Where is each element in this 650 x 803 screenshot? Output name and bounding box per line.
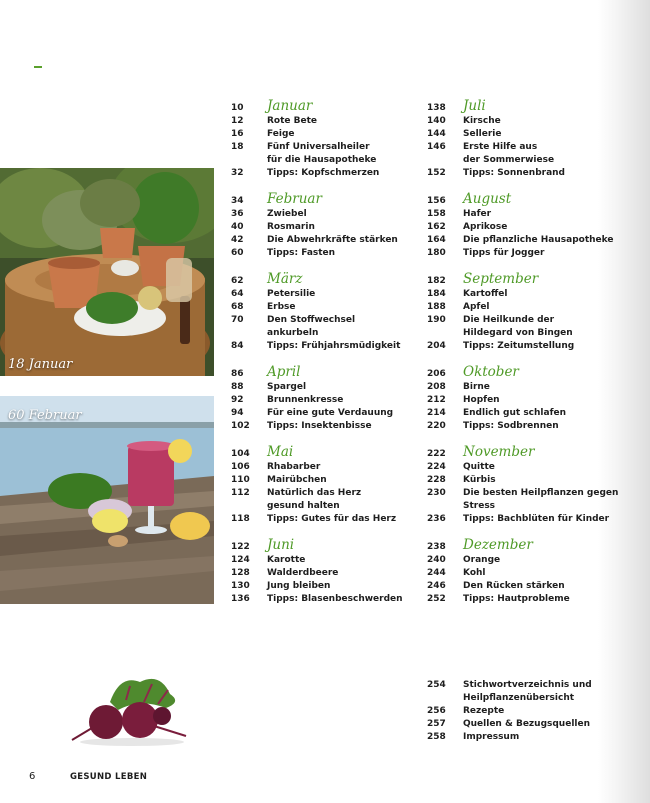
- toc-entry: [427, 221, 627, 234]
- toc-right-column: [427, 98, 627, 617]
- entry-page: 136: [231, 594, 250, 604]
- month-heading: November: [463, 444, 535, 460]
- herbs-photo: [0, 168, 214, 376]
- entry-title: Kartoffel: [463, 289, 508, 299]
- entry-page: 224: [427, 462, 446, 472]
- entry-title: Petersilie: [267, 289, 316, 299]
- toc-appendix: [427, 679, 627, 744]
- entry-page: 60: [231, 248, 244, 258]
- entry-page: 212: [427, 395, 446, 405]
- toc-entry: [427, 115, 627, 128]
- entry-title: Rezepte: [463, 706, 505, 716]
- entry-page: 128: [231, 568, 250, 578]
- entry-title: Tipps: Kopfschmerzen: [267, 168, 380, 178]
- entry-title: Tipps: Gutes für das Herz: [267, 514, 397, 524]
- month-heading: Dezember: [463, 537, 533, 553]
- entry-page: 158: [427, 209, 446, 219]
- toc-entry: [231, 167, 431, 180]
- entry-title: Rhabarber: [267, 462, 321, 472]
- entry-title: Die besten Heilpflanzen gegen Stress: [463, 488, 619, 511]
- toc-month: [231, 271, 431, 353]
- month-page: 122: [231, 542, 250, 552]
- toc-entry: [427, 731, 627, 744]
- entry-page: 130: [231, 581, 250, 591]
- entry-title: Tipps: Blasenbeschwerden: [267, 594, 403, 604]
- entry-title: Kürbis: [463, 475, 496, 485]
- month-page: 238: [427, 542, 446, 552]
- toc-month: [427, 98, 627, 180]
- entry-page: 240: [427, 555, 446, 565]
- month-heading: September: [463, 271, 539, 287]
- entry-page: 144: [427, 129, 446, 139]
- entry-title: Jung bleiben: [267, 581, 331, 591]
- toc-entry: [231, 567, 431, 580]
- month-heading: August: [463, 191, 512, 207]
- entry-page: 64: [231, 289, 244, 299]
- toc-entry: [231, 381, 431, 394]
- entry-title: Impressum: [463, 732, 520, 742]
- photo-caption-januar: 18 Januar: [8, 357, 73, 372]
- toc-entry: [231, 554, 431, 567]
- entry-page: 252: [427, 594, 446, 604]
- entry-page: 40: [231, 222, 244, 232]
- toc-month: [231, 364, 431, 433]
- entry-page: 190: [427, 315, 446, 325]
- entry-title: Aprikose: [463, 222, 508, 232]
- toc-month: [231, 191, 431, 260]
- entry-page: 16: [231, 129, 244, 139]
- entry-title: Zwiebel: [267, 209, 307, 219]
- entry-page: 102: [231, 421, 250, 431]
- entry-title: Den Stoffwechsel ankurbeln: [267, 315, 356, 338]
- toc-entry: [427, 394, 627, 407]
- entry-page: 42: [231, 235, 244, 245]
- page-number: 6: [29, 771, 36, 782]
- entry-page: 124: [231, 555, 250, 565]
- entry-title: Tipps für Jogger: [463, 248, 545, 258]
- entry-page: 162: [427, 222, 446, 232]
- month-page: 10: [231, 103, 244, 113]
- entry-page: 118: [231, 514, 250, 524]
- entry-page: 146: [427, 142, 446, 152]
- entry-title: Erbse: [267, 302, 296, 312]
- toc-entry: [427, 314, 627, 340]
- entry-title: Sellerie: [463, 129, 502, 139]
- entry-title: Tipps: Bachblüten für Kinder: [463, 514, 610, 524]
- month-page: 104: [231, 449, 250, 459]
- photo-caption-februar: 60 Februar: [8, 408, 82, 423]
- entry-title: Erste Hilfe aus der Sommerwiese: [463, 142, 555, 165]
- toc-entry: [231, 301, 431, 314]
- entry-page: 110: [231, 475, 250, 485]
- toc-entry: [427, 554, 627, 567]
- entry-page: 244: [427, 568, 446, 578]
- entry-page: 246: [427, 581, 446, 591]
- toc-entry: [231, 513, 431, 526]
- toc-entry: [231, 340, 431, 353]
- entry-title: Die pflanzliche Hausapotheke: [463, 235, 614, 245]
- toc-left-column: [231, 98, 431, 617]
- toc-month: [427, 537, 627, 606]
- entry-title: Tipps: Zeitumstellung: [463, 341, 575, 351]
- toc-entry: [231, 141, 431, 167]
- entry-page: 36: [231, 209, 244, 219]
- entry-title: Orange: [463, 555, 501, 565]
- entry-page: 94: [231, 408, 244, 418]
- entry-title: Stichwortverzeichnis und Heilpflanzenübersicht: [463, 680, 592, 703]
- entry-page: 84: [231, 341, 244, 351]
- month-heading: Juni: [267, 537, 295, 553]
- entry-page: 112: [231, 488, 250, 498]
- entry-page: 220: [427, 421, 446, 431]
- entry-page: 188: [427, 302, 446, 312]
- month-heading: Februar: [267, 191, 322, 207]
- entry-title: Tipps: Insektenbisse: [267, 421, 372, 431]
- entry-page: 12: [231, 116, 244, 126]
- toc-entry: [231, 474, 431, 487]
- toc-entry: [427, 705, 627, 718]
- toc-entry: [427, 141, 627, 167]
- toc-entry: [427, 513, 627, 526]
- beetroot-illustration: [70, 672, 192, 750]
- entry-page: 230: [427, 488, 446, 498]
- toc-entry: [427, 407, 627, 420]
- entry-title: Hopfen: [463, 395, 500, 405]
- entry-title: Tipps: Sonnenbrand: [463, 168, 565, 178]
- toc-entry: [231, 234, 431, 247]
- toc-entry: [427, 381, 627, 394]
- toc-entry: [231, 593, 431, 606]
- toc-entry: [231, 461, 431, 474]
- month-heading: Mai: [267, 444, 294, 460]
- toc-entry: [231, 208, 431, 221]
- entry-page: 68: [231, 302, 244, 312]
- running-title: GESUND LEBEN: [70, 772, 148, 782]
- month-heading: März: [267, 271, 303, 287]
- entry-page: 32: [231, 168, 244, 178]
- toc-entry: [427, 461, 627, 474]
- month-page: 62: [231, 276, 244, 286]
- month-page: 34: [231, 196, 244, 206]
- entry-page: 140: [427, 116, 446, 126]
- toc-entry: [231, 580, 431, 593]
- month-heading: Oktober: [463, 364, 519, 380]
- entry-page: 180: [427, 248, 446, 258]
- entry-page: 88: [231, 382, 244, 392]
- toc-entry: [231, 221, 431, 234]
- entry-page: 208: [427, 382, 446, 392]
- entry-title: Den Rücken stärken: [463, 581, 565, 591]
- entry-page: 152: [427, 168, 446, 178]
- entry-page: 70: [231, 315, 244, 325]
- toc-month: [427, 444, 627, 526]
- entry-title: Tipps: Hautprobleme: [463, 594, 570, 604]
- entry-title: Brunnenkresse: [267, 395, 344, 405]
- entry-title: Hafer: [463, 209, 492, 219]
- toc-entry: [231, 407, 431, 420]
- entry-title: Quellen & Bezugsquellen: [463, 719, 591, 729]
- toc-entry: [427, 487, 627, 513]
- toc-entry: [427, 234, 627, 247]
- entry-page: 204: [427, 341, 446, 351]
- toc-entry: [427, 420, 627, 433]
- month-page: 182: [427, 276, 446, 286]
- month-heading: Januar: [267, 98, 313, 114]
- toc-month: [231, 537, 431, 606]
- entry-title: Fünf Universalheiler für die Hausapotheke: [267, 142, 377, 165]
- toc-entry: [427, 567, 627, 580]
- entry-title: Walderdbeere: [267, 568, 339, 578]
- toc-entry: [231, 288, 431, 301]
- entry-title: Apfel: [463, 302, 490, 312]
- entry-title: Rosmarin: [267, 222, 315, 232]
- entry-title: Natürlich das Herz gesund halten: [267, 488, 362, 511]
- entry-title: Tipps: Frühjahrsmüdigkeit: [267, 341, 401, 351]
- toc-entry: [427, 208, 627, 221]
- entry-title: Kohl: [463, 568, 486, 578]
- toc-entry: [427, 128, 627, 141]
- entry-title: Feige: [267, 129, 295, 139]
- entry-title: Quitte: [463, 462, 495, 472]
- entry-title: Birne: [463, 382, 490, 392]
- toc-entry: [427, 474, 627, 487]
- entry-page: 184: [427, 289, 446, 299]
- toc-entry: [231, 394, 431, 407]
- toc-entry: [427, 679, 627, 705]
- entry-title: Endlich gut schlafen: [463, 408, 567, 418]
- entry-title: Kirsche: [463, 116, 501, 126]
- smoothie-photo: [0, 396, 214, 604]
- accent-dash: [34, 66, 42, 68]
- entry-title: Tipps: Sodbrennen: [463, 421, 559, 431]
- entry-page: 92: [231, 395, 244, 405]
- entry-title: Mairübchen: [267, 475, 327, 485]
- month-page: 156: [427, 196, 446, 206]
- entry-page: 257: [427, 719, 446, 729]
- entry-page: 254: [427, 680, 446, 690]
- entry-title: Für eine gute Verdauung: [267, 408, 394, 418]
- entry-title: Tipps: Fasten: [267, 248, 336, 258]
- entry-page: 106: [231, 462, 250, 472]
- month-page: 222: [427, 449, 446, 459]
- toc-entry: [427, 580, 627, 593]
- entry-page: 256: [427, 706, 446, 716]
- toc-entry: [427, 167, 627, 180]
- month-page: 138: [427, 103, 446, 113]
- toc-entry: [231, 314, 431, 340]
- toc-month: [427, 191, 627, 260]
- entry-title: Die Heilkunde der Hildegard von Bingen: [463, 315, 573, 338]
- entry-page: 214: [427, 408, 446, 418]
- entry-page: 258: [427, 732, 446, 742]
- toc-entry: [231, 115, 431, 128]
- month-heading: April: [267, 364, 301, 380]
- toc-entry: [427, 301, 627, 314]
- toc-entry: [231, 247, 431, 260]
- entry-title: Spargel: [267, 382, 307, 392]
- entry-page: 236: [427, 514, 446, 524]
- entry-title: Rote Bete: [267, 116, 318, 126]
- entry-page: 164: [427, 235, 446, 245]
- toc-entry: [427, 288, 627, 301]
- toc-entry: [427, 718, 627, 731]
- toc-entry: [427, 247, 627, 260]
- toc-entry: [231, 128, 431, 141]
- toc-entry: [231, 487, 431, 513]
- entry-page: 18: [231, 142, 244, 152]
- toc-month: [427, 271, 627, 353]
- toc-month: [231, 98, 431, 180]
- entry-title: Karotte: [267, 555, 306, 565]
- entry-title: Die Abwehrkräfte stärken: [267, 235, 398, 245]
- toc-entry: [427, 593, 627, 606]
- toc-month: [231, 444, 431, 526]
- month-page: 86: [231, 369, 244, 379]
- toc-entry: [427, 340, 627, 353]
- toc-entry: [231, 420, 431, 433]
- month-page: 206: [427, 369, 446, 379]
- month-heading: Juli: [463, 98, 486, 114]
- entry-page: 228: [427, 475, 446, 485]
- toc-month: [427, 364, 627, 433]
